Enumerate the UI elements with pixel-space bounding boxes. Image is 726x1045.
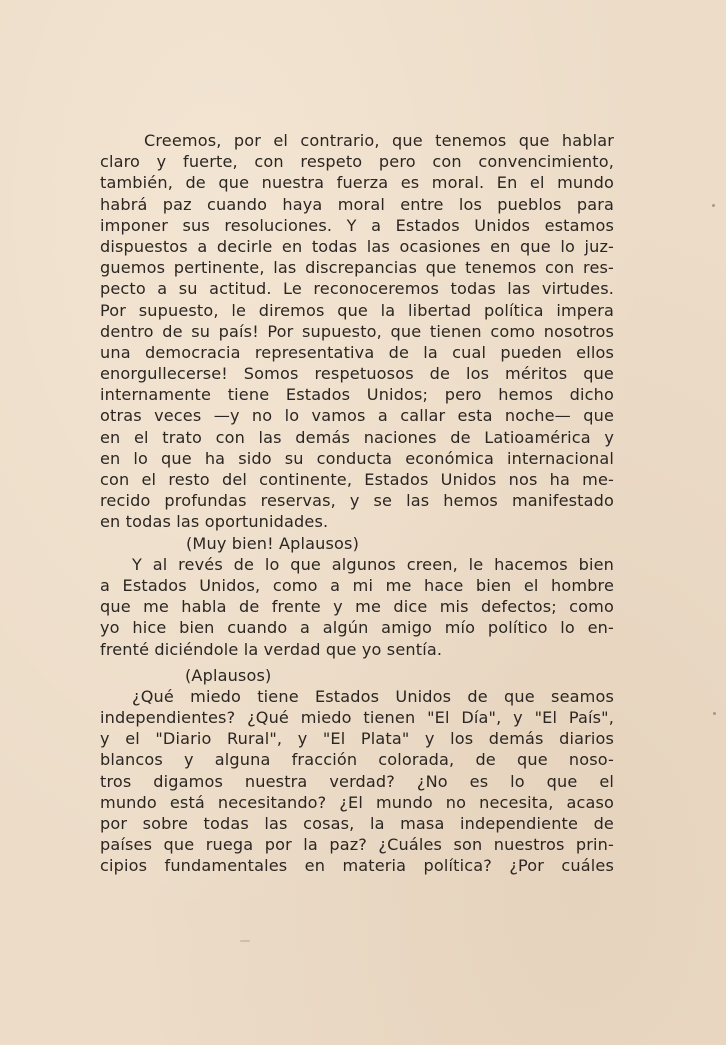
text-line: en el trato con las demás naciones de Latioamérica y [100,427,614,447]
text-line: con el resto del continente, Estados Unidos nos ha me- [100,470,614,489]
text-line: también, de que nuestra fuerza es moral. En el mundo [100,173,614,193]
text-line: yo hice bien cuando a algún amigo mío político lo en- [100,618,614,638]
paper-speck [713,712,716,715]
text-line: una democracia representativa de la cual pueden ellos [100,342,614,362]
text-line: ¿Qué miedo tiene Estados Unidos de que seamos [132,686,614,706]
text-line: enorgullecerse! Somos respetuosos de los méritos que [100,364,614,384]
text-line: otras veces —y no lo vamos a callar esta noche— que [100,406,614,426]
text-line: habrá paz cuando haya moral entre los pueblos para [100,194,614,214]
text-line: claro y fuerte, con respeto pero con convencimiento, [100,152,614,172]
paper-speck [240,940,250,942]
text-line: países que ruega por la paz? ¿Cuáles son nuestros prin- [100,835,614,855]
text-line: recido profundas reservas, y se las hemos manifestado [100,491,614,511]
text-line: Y al revés de lo que algunos creen, le hacemos bien [132,554,614,574]
text-line: Por supuesto, le diremos que la libertad política impera [100,300,614,320]
text-line: pecto a su actitud. Le reconoceremos todas las virtudes. [100,279,614,299]
text-line: que me habla de frente y me dice mis defectos; como [100,597,614,617]
applause-note: (Aplausos) [185,665,272,685]
text-line: Creemos, por el contrario, que tenemos que hablar [144,131,614,150]
text-line: en lo que ha sido su conducta económica internacional [100,448,614,468]
text-line: tros digamos nuestra verdad? ¿No es lo que el [100,771,614,791]
applause-note: (Muy bien! Aplausos) [186,533,360,553]
text-line: independientes? ¿Qué miedo tienen "El Día", y "El País", [100,708,614,728]
body-text [100,130,614,877]
text-line: dispuestos a decirle en todas las ocasiones en que lo juz- [100,236,614,256]
text-line: y el "Diario Rural", y "El Plata" y los demás diarios [100,729,614,749]
text-line: a Estados Unidos, como a mi me hace bien el hombre [100,575,614,595]
text-line: por sobre todas las cosas, la masa independiente de [100,814,614,833]
paper-speck [712,204,715,207]
text-line: blancos y alguna fracción colorada, de que noso- [100,750,614,770]
text-line: mundo está necesitando? ¿El mundo no necesita, acaso [100,792,614,812]
text-line: en todas las oportunidades. [100,512,329,532]
text-line: cipios fundamentales en materia política? ¿Por cuáles [100,856,614,876]
text-line: dentro de su país! Por supuesto, que tienen como nosotros [100,321,614,341]
text-line: internamente tiene Estados Unidos; pero hemos dicho [100,385,614,405]
text-line: frenté diciéndole la verdad que yo sentía. [100,639,443,659]
text-line: imponer sus resoluciones. Y a Estados Unidos estamos [100,215,614,235]
text-line: guemos pertinente, las discrepancias que tenemos con res- [100,258,614,278]
